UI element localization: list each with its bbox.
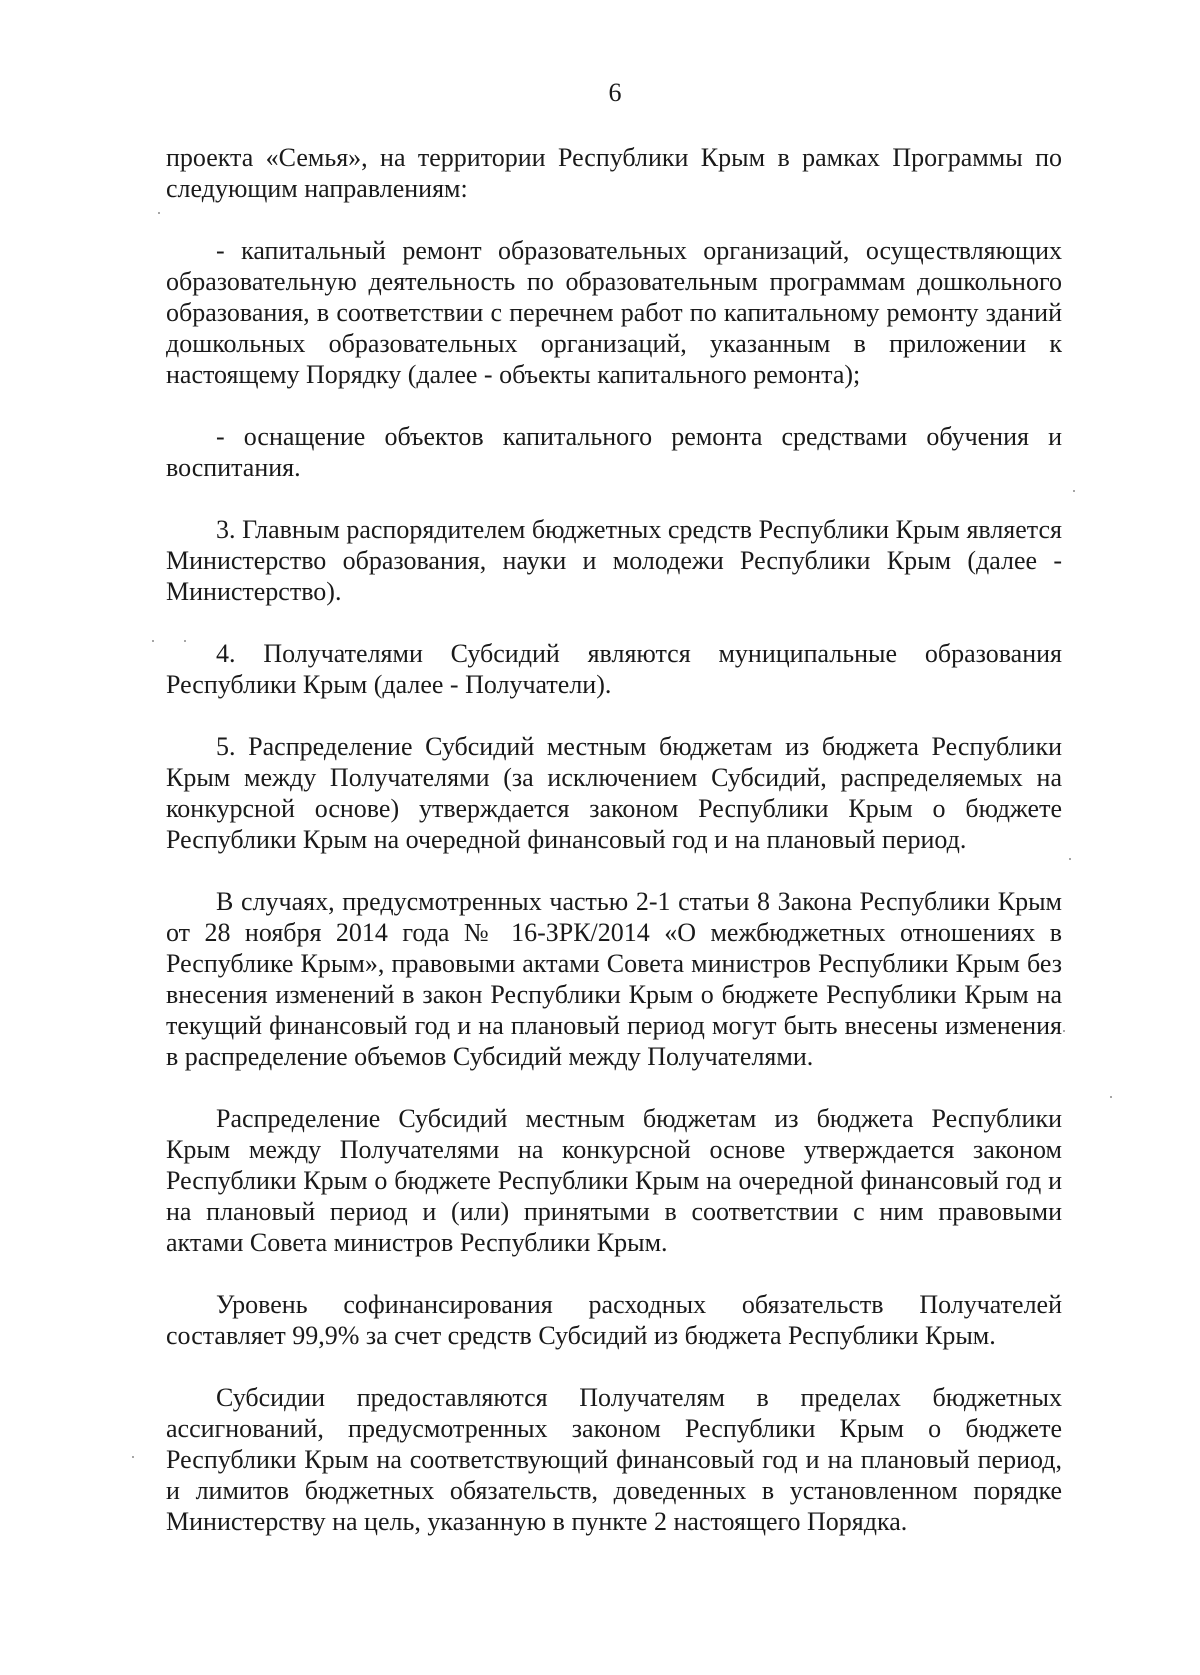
scan-speck xyxy=(1110,1096,1112,1098)
paragraph-cofinancing-level: Уровень софинансирования расходных обязательств Получателей составляет 99,9% за счет средств Субсидий из бюджета Республики Крым. xyxy=(166,1290,1062,1350)
paragraph-project-family: проекта «Семья», на территории Республики Крым в рамках Программы по следующим направлениям: xyxy=(166,143,1062,203)
paragraph-competitive-distribution: Распределение Субсидий местным бюджетам из бюджета Республики Крым между Получателями на конкурсной основе утверждается законом Республики Крым о бюджете Республики Крым на очередной финансовый год и на плановый период и (или) принятыми в соответствии с ним правовыми актами Совета министров Республики Крым. xyxy=(166,1104,1062,1257)
paragraph-equipment: - оснащение объектов капитального ремонта средствами обучения и воспитания. xyxy=(166,422,1062,482)
scan-speck xyxy=(132,1456,134,1458)
paragraph-cases: В случаях, предусмотренных частью 2-1 статьи 8 Закона Республики Крым от 28 ноября 2014 года № 16-ЗРК/2014 «О межбюджетных отношениях в Республике Крым», правовыми актами Совета министров Республики Крым без внесения изменений в закон Республики Крым о бюджете Республики Крым на текущий финансовый год и на плановый период могут быть внесены изменения в распределение объемов Субсидий между Получателями. xyxy=(166,887,1062,1071)
scan-speck xyxy=(152,640,154,642)
scan-speck xyxy=(184,640,186,642)
document-body xyxy=(166,142,1062,1568)
paragraph-item-5: 5. Распределение Субсидий местным бюджетам из бюджета Республики Крым между Получателями (за исключением Субсидий, распределяемых на конкурсной основе) утверждается законом Республики Крым о бюджете Республики Крым на очередной финансовый год и на плановый период. xyxy=(166,732,1062,854)
paragraph-item-4: 4. Получателями Субсидий являются муниципальные образования Республики Крым (далее - Получатели). xyxy=(166,639,1062,699)
scan-speck xyxy=(158,212,160,214)
scan-speck xyxy=(1073,490,1075,492)
scan-speck xyxy=(1063,1030,1065,1032)
paragraph-item-3: 3. Главным распорядителем бюджетных средств Республики Крым является Министерство образования, науки и молодежи Республики Крым (далее - Министерство). xyxy=(166,515,1062,606)
paragraph-capital-repair: - капитальный ремонт образовательных организаций, осуществляющих образовательную деятельность по образовательным программам дошкольного образования, в соответствии с перечнем работ по капитальному ремонту зданий дошкольных образовательных организаций, указанным в приложении к настоящему Порядку (далее - объекты капитального ремонта); xyxy=(166,236,1062,389)
paragraph-subsidy-limits: Субсидии предоставляются Получателям в пределах бюджетных ассигнований, предусмотренных законом Республики Крым о бюджете Республики Крым на соответствующий финансовый год и на плановый период, и лимитов бюджетных обязательств, доведенных в установленном порядке Министерству на цель, указанную в пункте 2 настоящего Порядка. xyxy=(166,1383,1062,1536)
scan-speck xyxy=(1069,858,1071,860)
page-number: 6 xyxy=(608,78,622,107)
